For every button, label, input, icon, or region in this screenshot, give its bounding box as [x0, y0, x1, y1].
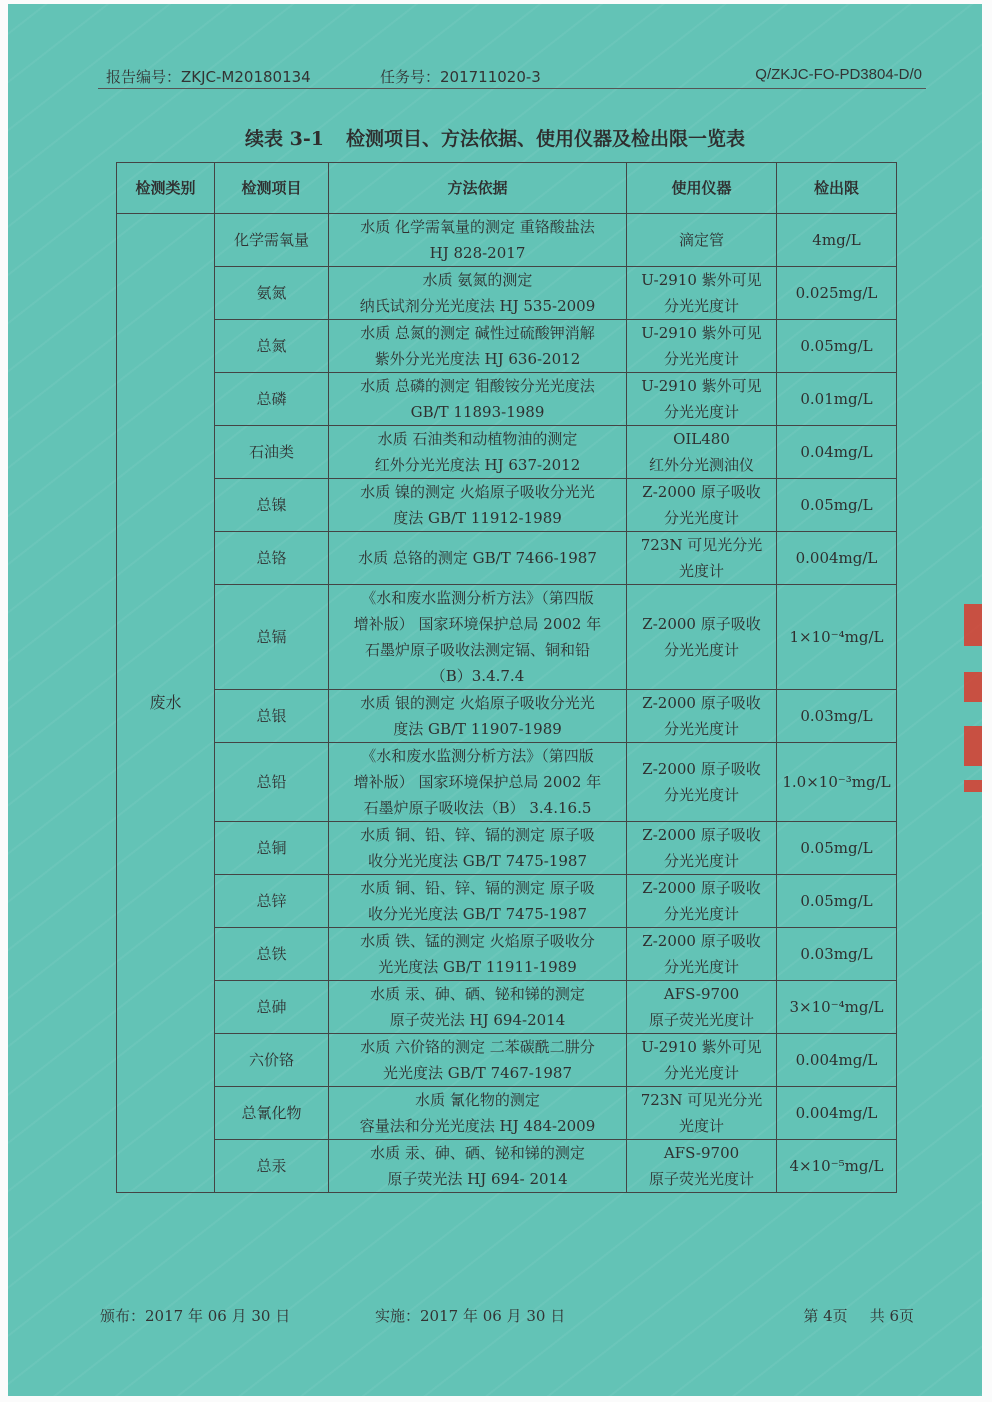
table-row [117, 320, 897, 373]
item-cell: 总铬 [215, 532, 329, 585]
method-line: 增补版） 国家环境保护总局 2002 年 [353, 773, 602, 791]
method-line: 水质 总铬的测定 GB/T 7466-1987 [358, 549, 597, 567]
instrument-cell [627, 1140, 777, 1193]
method-cell [329, 981, 627, 1034]
method-line: 光光度法 GB/T 7467-1987 [382, 1064, 573, 1082]
table-row [117, 214, 897, 267]
method-line: 收分光光度法 GB/T 7475-1987 [367, 852, 588, 870]
limit-cell: 0.05mg/L [777, 320, 897, 373]
item-cell: 总砷 [215, 981, 329, 1034]
instrument-line: 723N 可见光分光 [640, 536, 763, 554]
instrument-cell [627, 585, 777, 690]
item-cell: 总银 [215, 690, 329, 743]
table-row [117, 1034, 897, 1087]
instrument-line: 分光光度计 [663, 641, 739, 659]
method-line: 水质 汞、砷、硒、铋和锑的测定 [370, 1144, 585, 1162]
method-cell [329, 214, 627, 267]
method-line: 度法 GB/T 11912-1989 [393, 509, 562, 527]
item-cell: 总磷 [215, 373, 329, 426]
method-line: 水质 镍的测定 火焰原子吸收分光光 [360, 483, 595, 501]
limit-cell: 4mg/L [777, 214, 897, 267]
table-row [117, 426, 897, 479]
instrument-cell [627, 875, 777, 928]
method-cell [329, 875, 627, 928]
header-divider [98, 88, 926, 89]
red-stamp-fragment [964, 604, 982, 646]
instrument-line: U-2910 紫外可见 [641, 1038, 762, 1056]
instrument-cell [627, 928, 777, 981]
instrument-line: 分光光度计 [663, 720, 739, 738]
instrument-line: 光度计 [678, 1117, 724, 1135]
method-line: 水质 总磷的测定 钼酸铵分光光度法 [360, 377, 595, 395]
method-line: 水质 汞、砷、硒、铋和锑的测定 [370, 985, 585, 1003]
current-page: 第 4页 [803, 1307, 848, 1325]
instrument-line: 分光光度计 [663, 905, 739, 923]
task-number: 任务号：201711020-3 [380, 68, 541, 86]
method-line: 光光度法 GB/T 11911-1989 [378, 958, 577, 976]
method-cell [329, 1140, 627, 1193]
instrument-line: AFS-9700 [663, 985, 740, 1003]
instrument-line: 分光光度计 [663, 509, 739, 527]
method-line: 石墨炉原子吸收法（B） 3.4.16.5 [363, 799, 592, 817]
instrument-cell [627, 743, 777, 822]
method-cell [329, 479, 627, 532]
table-row [117, 585, 897, 690]
method-line: 水质 银的测定 火焰原子吸收分光光 [360, 694, 595, 712]
method-line: 水质 氰化物的测定 [415, 1091, 540, 1109]
instrument-line: 分光光度计 [663, 786, 739, 804]
limit-cell: 0.05mg/L [777, 479, 897, 532]
instrument-line: 分光光度计 [663, 403, 739, 421]
limit-cell: 0.004mg/L [777, 532, 897, 585]
header-category: 检测类别 [117, 163, 215, 214]
item-cell: 总铁 [215, 928, 329, 981]
table-row [117, 532, 897, 585]
limit-cell: 0.004mg/L [777, 1034, 897, 1087]
instrument-line: U-2910 紫外可见 [641, 324, 762, 342]
red-stamp-fragment [964, 780, 982, 792]
limit-cell: 1×10⁻⁴mg/L [777, 585, 897, 690]
instrument-cell [627, 479, 777, 532]
table-body [117, 214, 897, 1193]
item-cell: 总锌 [215, 875, 329, 928]
table-number: 续表 3-1 [245, 128, 324, 150]
instrument-line: Z-2000 原子吸收 [642, 694, 761, 712]
method-cell [329, 373, 627, 426]
table-row [117, 479, 897, 532]
instrument-line: 原子荧光光度计 [648, 1011, 754, 1029]
method-cell [329, 690, 627, 743]
instrument-line: Z-2000 原子吸收 [642, 615, 761, 633]
item-cell: 氨氮 [215, 267, 329, 320]
item-cell: 总铜 [215, 822, 329, 875]
red-stamp-fragment [964, 672, 982, 702]
instrument-cell [627, 214, 777, 267]
header-method: 方法依据 [329, 163, 627, 214]
method-line: 水质 石油类和动植物油的测定 [377, 430, 578, 448]
method-line: GB/T 11893-1989 [410, 403, 545, 421]
table-row [117, 267, 897, 320]
instrument-line: Z-2000 原子吸收 [642, 483, 761, 501]
limit-cell: 0.04mg/L [777, 426, 897, 479]
item-cell: 总氮 [215, 320, 329, 373]
limit-cell: 1.0×10⁻³mg/L [777, 743, 897, 822]
method-cell [329, 928, 627, 981]
table-row [117, 373, 897, 426]
method-line: 度法 GB/T 11907-1989 [393, 720, 562, 738]
instrument-line: U-2910 紫外可见 [641, 271, 762, 289]
instrument-line: 分光光度计 [663, 297, 739, 315]
method-line: 水质 铜、铅、锌、镉的测定 原子吸 [360, 826, 595, 844]
table-row [117, 743, 897, 822]
limit-cell: 0.025mg/L [777, 267, 897, 320]
method-cell [329, 320, 627, 373]
table-row [117, 690, 897, 743]
instrument-cell [627, 426, 777, 479]
instrument-cell [627, 532, 777, 585]
method-line: （B）3.4.7.4 [430, 667, 525, 685]
header-instrument: 使用仪器 [627, 163, 777, 214]
item-cell: 石油类 [215, 426, 329, 479]
instrument-line: 滴定管 [678, 231, 724, 249]
instrument-line: 分光光度计 [663, 852, 739, 870]
table-row [117, 1140, 897, 1193]
instrument-line: AFS-9700 [663, 1144, 740, 1162]
method-cell [329, 532, 627, 585]
instrument-line: 723N 可见光分光 [640, 1091, 763, 1109]
method-line: 《水和废水监测分析方法》（第四版 [361, 589, 594, 607]
page-title [8, 124, 982, 151]
method-line: 增补版） 国家环境保护总局 2002 年 [353, 615, 602, 633]
red-stamp-fragment [964, 726, 982, 766]
page-number [803, 1305, 914, 1326]
item-cell: 总铅 [215, 743, 329, 822]
instrument-line: Z-2000 原子吸收 [642, 879, 761, 897]
total-pages: 共 6页 [869, 1307, 914, 1325]
instrument-line: 分光光度计 [663, 350, 739, 368]
method-cell [329, 585, 627, 690]
report-page [8, 4, 982, 1396]
instrument-cell [627, 822, 777, 875]
limit-cell: 0.004mg/L [777, 1087, 897, 1140]
limit-cell: 3×10⁻⁴mg/L [777, 981, 897, 1034]
method-line: 容量法和分光光度法 HJ 484-2009 [359, 1117, 596, 1135]
instrument-line: Z-2000 原子吸收 [642, 760, 761, 778]
instrument-line: 光度计 [678, 562, 724, 580]
table-row [117, 822, 897, 875]
method-cell [329, 1087, 627, 1140]
instrument-line: 分光光度计 [663, 1064, 739, 1082]
method-line: 红外分光光度法 HJ 637-2012 [374, 456, 581, 474]
method-line: 水质 铁、锰的测定 火焰原子吸收分 [360, 932, 595, 950]
method-line: 石墨炉原子吸收法测定镉、铜和铅 [364, 641, 590, 659]
method-line: 《水和废水监测分析方法》（第四版 [361, 747, 594, 765]
table-header-row [117, 163, 897, 214]
method-line: 水质 铜、铅、锌、镉的测定 原子吸 [360, 879, 595, 897]
effective-date: 实施：2017 年 06 月 30 日 [375, 1307, 566, 1325]
item-cell: 六价铬 [215, 1034, 329, 1087]
method-cell [329, 743, 627, 822]
limit-cell: 0.05mg/L [777, 875, 897, 928]
item-cell: 总镍 [215, 479, 329, 532]
method-cell [329, 267, 627, 320]
method-cell [329, 1034, 627, 1087]
instrument-line: 原子荧光光度计 [648, 1170, 754, 1188]
issue-date: 颁布：2017 年 06 月 30 日 [100, 1307, 291, 1325]
item-cell: 总氰化物 [215, 1087, 329, 1140]
instrument-line: Z-2000 原子吸收 [642, 826, 761, 844]
method-line: 原子荧光法 HJ 694-2014 [389, 1011, 566, 1029]
instrument-cell [627, 1087, 777, 1140]
limit-cell: 0.05mg/L [777, 822, 897, 875]
method-line: HJ 828-2017 [429, 244, 526, 262]
report-number: 报告编号：ZKJC-M20180134 [106, 68, 311, 86]
instrument-cell [627, 1034, 777, 1087]
instrument-cell [627, 373, 777, 426]
item-cell: 化学需氧量 [215, 214, 329, 267]
limit-cell: 0.01mg/L [777, 373, 897, 426]
table-title: 检测项目、方法依据、使用仪器及检出限一览表 [345, 128, 745, 150]
method-cell [329, 822, 627, 875]
instrument-cell [627, 267, 777, 320]
method-line: 水质 六价铬的测定 二苯碳酰二肼分 [360, 1038, 595, 1056]
item-cell: 总镉 [215, 585, 329, 690]
limit-cell: 0.03mg/L [777, 928, 897, 981]
method-line: 原子荧光法 HJ 694- 2014 [387, 1170, 568, 1188]
table-row [117, 981, 897, 1034]
method-line: 水质 化学需氧量的测定 重铬酸盐法 [360, 218, 595, 236]
instrument-line: 分光光度计 [663, 958, 739, 976]
method-line: 收分光光度法 GB/T 7475-1987 [367, 905, 588, 923]
method-line: 紫外分光光度法 HJ 636-2012 [374, 350, 581, 368]
instrument-cell [627, 320, 777, 373]
instrument-line: OIL480 [673, 430, 730, 448]
header-item: 检测项目 [215, 163, 329, 214]
table-row [117, 928, 897, 981]
method-line: 水质 氨氮的测定 [422, 271, 533, 289]
instrument-line: U-2910 紫外可见 [641, 377, 762, 395]
method-line: 纳氏试剂分光光度法 HJ 535-2009 [359, 297, 596, 315]
header-limit: 检出限 [777, 163, 897, 214]
method-line: 水质 总氮的测定 碱性过硫酸钾消解 [360, 324, 595, 342]
table-row [117, 875, 897, 928]
document-code: Q/ZKJC-FO-PD3804-D/0 [755, 66, 922, 83]
instrument-line: 红外分光测油仪 [648, 456, 754, 474]
methods-table [116, 162, 897, 1193]
instrument-line: Z-2000 原子吸收 [642, 932, 761, 950]
method-cell [329, 426, 627, 479]
table-row [117, 1087, 897, 1140]
instrument-cell [627, 690, 777, 743]
limit-cell: 0.03mg/L [777, 690, 897, 743]
item-cell: 总汞 [215, 1140, 329, 1193]
instrument-cell [627, 981, 777, 1034]
category-cell: 废水 [117, 214, 215, 1193]
limit-cell: 4×10⁻⁵mg/L [777, 1140, 897, 1193]
